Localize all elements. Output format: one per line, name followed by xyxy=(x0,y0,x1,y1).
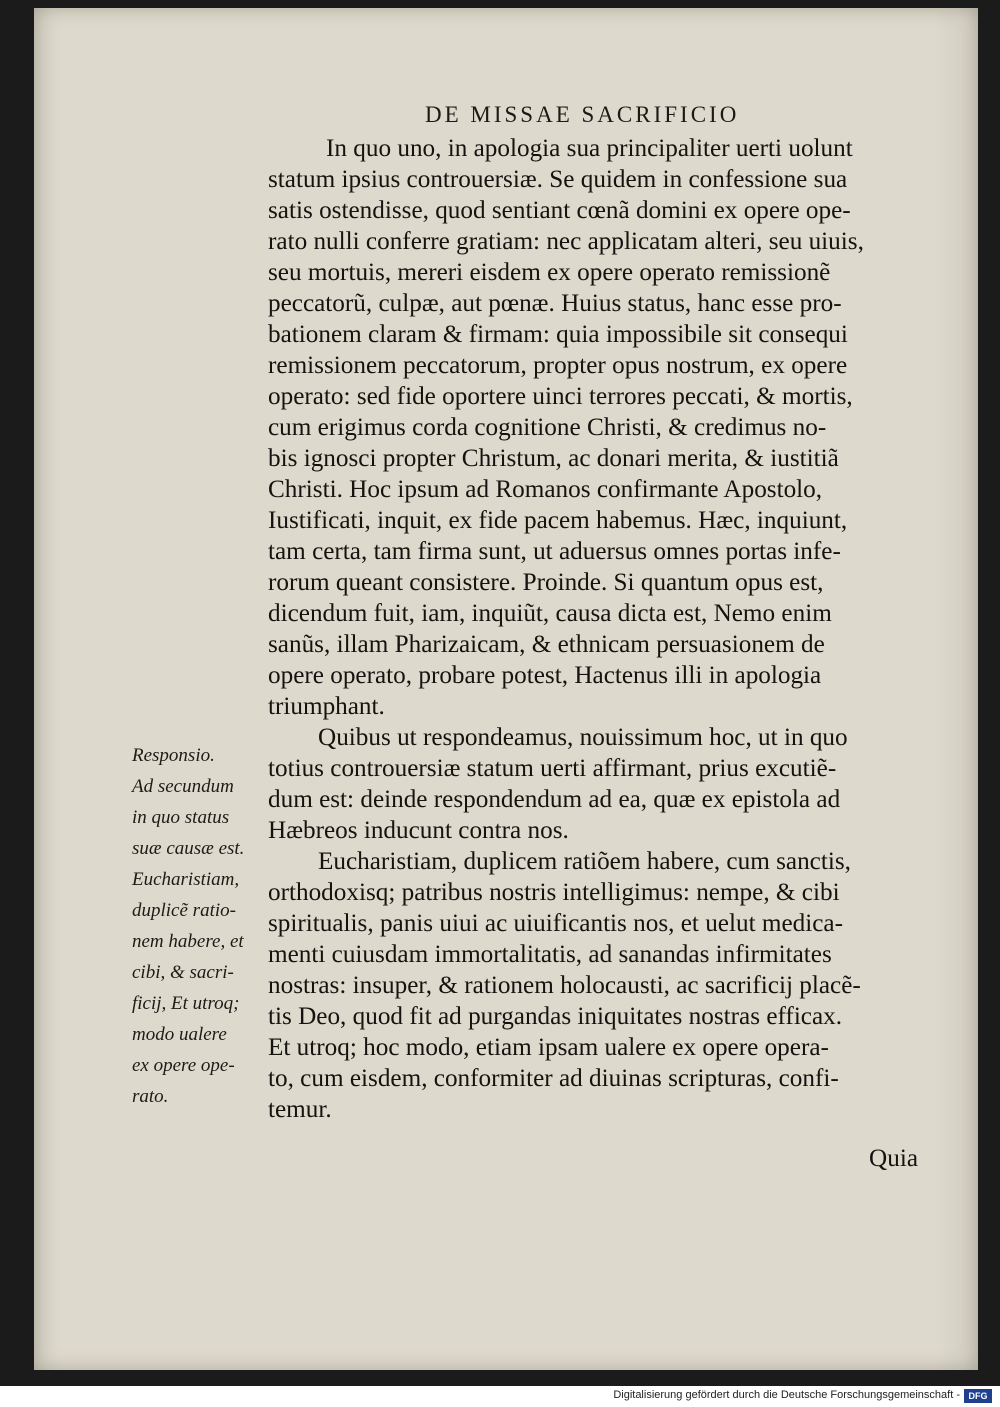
marginal-note-line: duplicẽ ratio- xyxy=(132,900,236,921)
text-line: bationem claram & firmam: quia impossibile sit consequi xyxy=(268,321,848,348)
marginal-note-line: ex opere ope- xyxy=(132,1055,235,1076)
spacer xyxy=(268,1125,928,1143)
marginal-note-line: Ad secundum xyxy=(132,776,234,797)
text-line: Et utroq; hoc modo, etiam ipsam ualere ex opere opera- xyxy=(268,1034,829,1061)
text-line: temur. xyxy=(268,1096,332,1123)
text-line: seu mortuis, mereri eisdem ex opere operato remissionẽ xyxy=(268,259,831,286)
marginal-note xyxy=(132,740,267,1112)
text-line: Eucharistiam, duplicem ratiõem habere, cum sanctis, xyxy=(318,848,851,875)
text-line: opere operato, probare potest, Hactenus illi in apologia xyxy=(268,662,822,689)
text-line: to, cum eisdem, conformiter ad diuinas scripturas, confi- xyxy=(268,1065,839,1092)
marginal-note-line: in quo status xyxy=(132,807,230,828)
text-line: dicendum fuit, iam, inquiũt, causa dicta est, Nemo enim xyxy=(268,600,832,627)
funding-text: Digitalisierung gefördert durch die Deutsche Forschungsgemeinschaft - xyxy=(613,1389,960,1401)
body-text xyxy=(268,133,928,1174)
text-line: dum est: deinde respondendum ad ea, quæ ex epistola ad xyxy=(268,786,841,813)
marginal-note-line: nem habere, et xyxy=(132,931,244,952)
marginal-note-line: Responsio. xyxy=(132,745,215,766)
text-line: bis ignosci propter Christum, ac donari merita, & iustitiã xyxy=(268,445,839,472)
text-line: nostras: insuper, & rationem holocausti, ac sacrificij placẽ- xyxy=(268,972,861,999)
text-line: Quibus ut respondeamus, nouissimum hoc, ut in quo xyxy=(318,724,848,751)
text-line: Iustificati, inquit, ex fide pacem habemus. Hæc, inquiunt, xyxy=(268,507,848,534)
marginal-note-line: cibi, & sacri- xyxy=(132,962,234,983)
text-line: tam certa, tam firma sunt, ut aduersus omnes portas infe- xyxy=(268,538,841,565)
text-line: statum ipsius controuersiæ. Se quidem in confessione sua xyxy=(268,166,848,193)
funding-banner xyxy=(0,1386,1000,1407)
text-line: rorum queant consistere. Proinde. Si quantum opus est, xyxy=(268,569,824,596)
text-line: spiritualis, panis uiui ac uiuificantis nos, et uelut medica- xyxy=(268,910,843,937)
text-line: sanũs, illam Pharizaicam, & ethnicam persuasionem de xyxy=(268,631,825,658)
catchword: Quia xyxy=(869,1145,918,1172)
paragraph-1 xyxy=(268,133,928,722)
marginal-note-line: rato. xyxy=(132,1086,169,1107)
text-line: cum erigimus corda cognitione Christi, & credimus no- xyxy=(268,414,827,441)
text-line: tis Deo, quod fit ad purgandas iniquitates nostras efficax. xyxy=(268,1003,843,1030)
text-line: operato: sed fide oportere uinci terrores peccati, & mortis, xyxy=(268,383,853,410)
text-line: totius controuersiæ statum uerti affirmant, prius excutiẽ- xyxy=(268,755,837,782)
text-line: Hæbreos inducunt contra nos. xyxy=(268,817,569,844)
text-line: remissionem peccatorum, propter opus nostrum, ex opere xyxy=(268,352,848,379)
dfg-logo: DFG xyxy=(964,1389,992,1403)
text-line: rato nulli conferre gratiam: nec applicatam alteri, seu uiuis, xyxy=(268,228,864,255)
paragraph-3 xyxy=(268,846,928,1125)
marginal-note-line: modo ualere xyxy=(132,1024,227,1045)
text-line: In quo uno, in apologia sua principaliter uerti uolunt xyxy=(326,135,853,162)
marginal-note-line: Eucharistiam, xyxy=(132,869,240,890)
marginal-note-line: ficij, Et utroq; xyxy=(132,993,240,1014)
text-line: triumphant. xyxy=(268,693,385,720)
text-line: orthodoxisq; patribus nostris intelligimus: nempe, & cibi xyxy=(268,879,840,906)
marginal-note-line: suæ causæ est. xyxy=(132,838,245,859)
text-line: satis ostendisse, quod sentiant cœnã domini ex opere ope- xyxy=(268,197,851,224)
running-head: DE MISSAE SACRIFICIO xyxy=(425,102,740,127)
paragraph-2 xyxy=(268,722,928,846)
text-line: Christi. Hoc ipsum ad Romanos confirmante Apostolo, xyxy=(268,476,823,503)
text-line: menti cuiusdam immortalitatis, ad sanandas infirmitates xyxy=(268,941,832,968)
text-line: peccatorũ, culpæ, aut pœnæ. Huius status, hanc esse pro- xyxy=(268,290,842,317)
